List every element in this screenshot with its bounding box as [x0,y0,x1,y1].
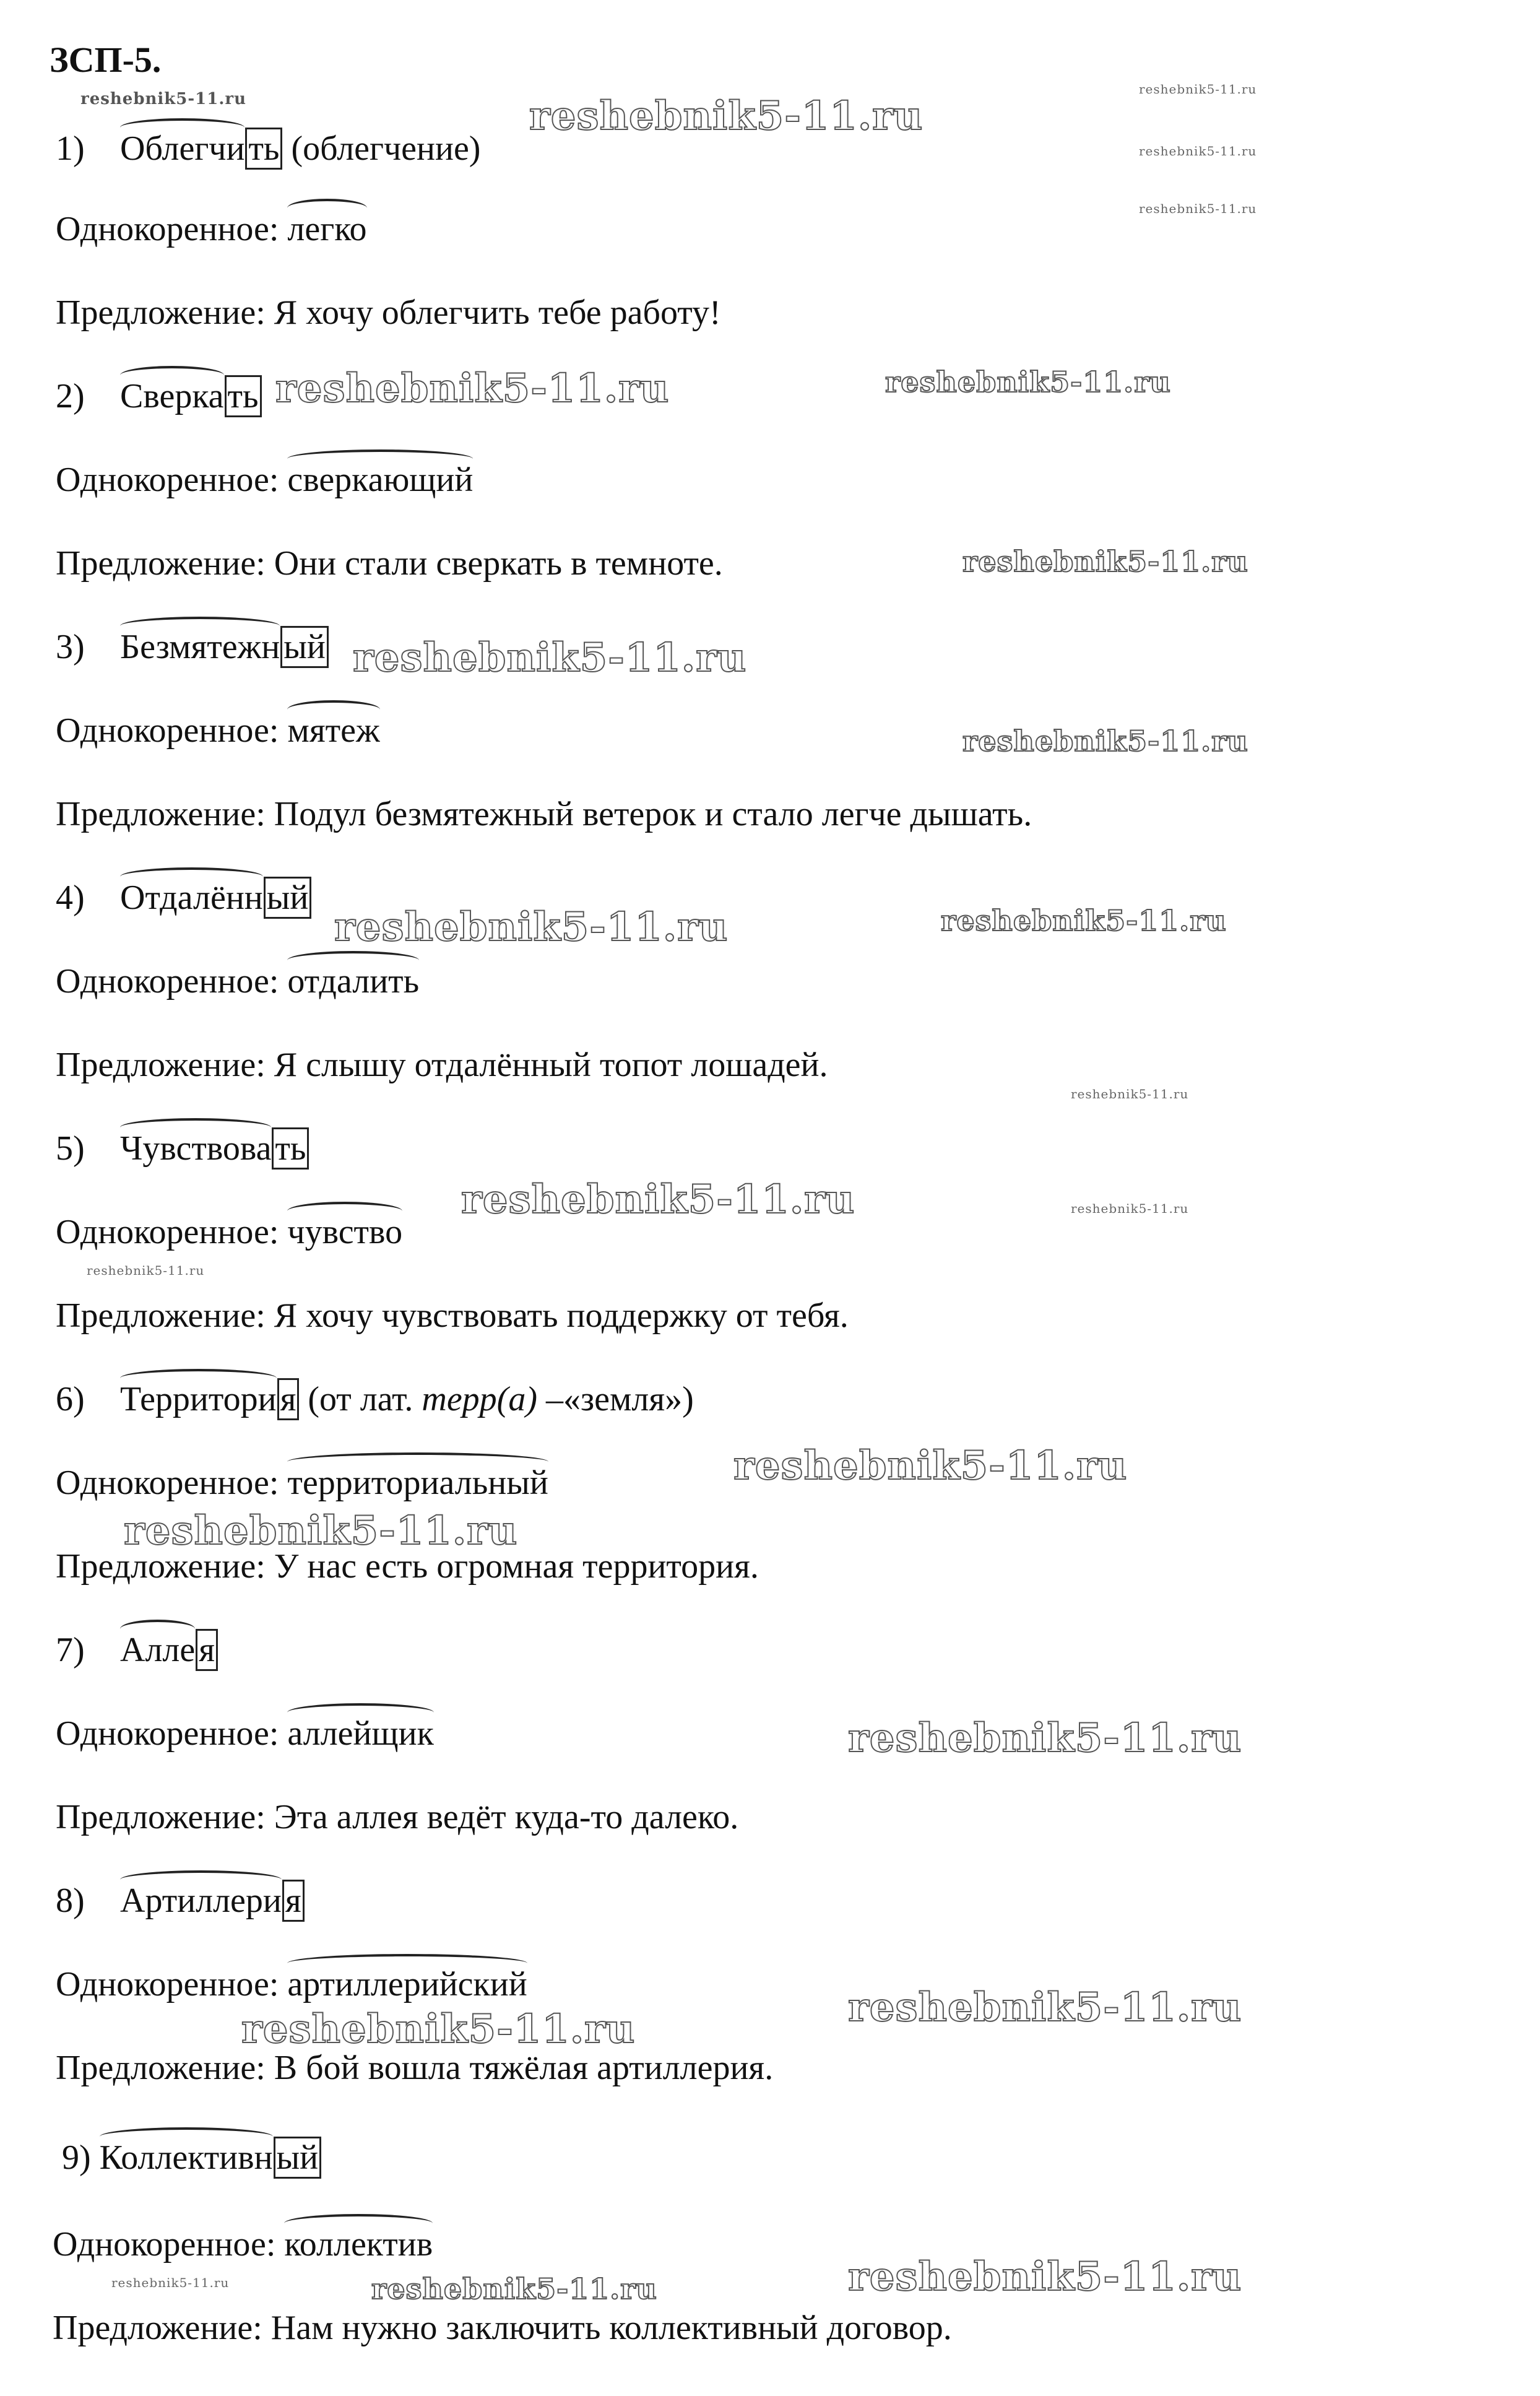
sentence-text: В бой вошла тяжёлая артиллерия. [274,2049,774,2087]
watermark: reshebnik5-11.ru [1139,201,1257,216]
root-arc [100,2127,273,2146]
cognate-word-wrap [287,458,473,501]
sentence-label: Предложение: [56,544,266,583]
watermark: reshebnik5-11.ru [275,365,670,412]
root-arc [287,1452,548,1471]
watermark: reshebnik5-11.ru [885,365,1171,399]
cognate-word-wrap [287,1210,402,1254]
watermark: reshebnik5-11.ru [733,1443,1128,1489]
watermark: reshebnik5-11.ru [124,1508,518,1554]
item-6-cognate-line [56,1461,548,1504]
cognate-label: Однокоренное: [56,1464,279,1502]
word-ending: ть [245,128,282,170]
root-arc [287,700,379,719]
watermark: reshebnik5-11.ru [941,904,1227,937]
watermark: reshebnik5-11.ru [962,724,1248,758]
item-3-word-line [56,625,329,669]
cognate-word: территориальный [287,1464,548,1502]
watermark: reshebnik5-11.ru [1071,1087,1189,1101]
page-title: ЗСП-5. [50,40,162,80]
item-8-word-line [56,1879,305,1922]
item-1-sentence-line [56,291,721,334]
cognate-label: Однокоренное: [56,711,279,750]
watermark: reshebnik5-11.ru [529,93,924,139]
item-9-sentence-line [53,2306,952,2350]
item-number: 1) [56,129,85,168]
item-7-cognate-line [56,1712,434,1755]
word-stem: Сверка [120,377,224,415]
word-stem: Отдалённ [120,879,263,917]
sentence-text: Я хочу чувствовать поддержку от тебя. [274,1296,849,1335]
item-3-cognate-line [56,709,380,752]
note-italic: терр(а) [422,1380,537,1418]
word-ending: я [277,1378,300,1420]
word-ending: ый [264,877,312,919]
sentence-label: Предложение: [56,1296,266,1335]
word-stem: Чувствова [120,1129,272,1168]
item-8-cognate-line [56,1963,527,2006]
sentence-text: Они стали сверкать в темноте. [274,544,723,583]
cognate-word: аллейщик [287,1714,434,1753]
watermark: reshebnik5-11.ru [353,635,747,681]
root-arc [120,867,263,886]
analyzed-word [120,1879,282,1922]
cognate-word: мятеж [287,711,380,750]
item-7-word-line [56,1628,218,1672]
analyzed-word [120,1378,277,1421]
word-ending: ть [225,375,262,417]
item-6-word-line [56,1378,694,1421]
item-3-sentence-line [56,792,1032,836]
item-2-cognate-line [56,458,473,501]
item-9-word-line [62,2136,321,2179]
analyzed-word [120,1628,195,1672]
sentence-label: Предложение: [53,2309,262,2347]
analyzed-word [120,127,244,170]
root-arc [120,1369,277,1387]
analyzed-word [100,2136,273,2179]
cognate-label: Однокоренное: [56,461,279,499]
watermark: reshebnik5-11.ru [87,1263,205,1278]
word-ending: ть [272,1127,309,1170]
sentence-text: Эта аллея ведёт куда-то далеко. [274,1798,739,1836]
cognate-label: Однокоренное: [56,1714,279,1753]
item-number: 6) [56,1380,85,1418]
watermark: reshebnik5-11.ru [80,90,247,108]
word-stem: Артиллери [120,1882,282,1920]
watermark: reshebnik5-11.ru [461,1176,855,1223]
cognate-word-wrap [287,207,366,251]
item-number: 4) [56,879,85,917]
note-suffix: –«земля») [537,1380,694,1418]
cognate-word: артиллерийский [287,1965,527,2003]
word-ending: ый [280,626,329,668]
word-stem: Алле [120,1631,196,1669]
sentence-label: Предложение: [56,293,266,332]
root-arc [287,1954,527,1973]
word-note [308,1380,693,1418]
root-arc [287,1703,433,1722]
cognate-word: коллектив [284,2225,433,2264]
cognate-word-wrap [287,1712,433,1755]
watermark: reshebnik5-11.ru [962,545,1248,578]
watermark: reshebnik5-11.ru [1139,82,1257,97]
cognate-word-wrap [287,960,419,1003]
word-note: (облегчение) [291,129,481,168]
cognate-word-wrap [287,1963,527,2006]
analyzed-word [120,375,224,418]
word-ending: ый [274,2137,322,2179]
item-1-word-line [56,127,480,170]
sentence-text: Нам нужно заключить коллективный договор. [270,2309,952,2347]
root-arc [287,199,366,217]
item-5-sentence-line [56,1294,849,1337]
word-stem: Безмятежн [120,628,280,666]
root-arc [284,2214,433,2233]
word-ending: я [196,1629,218,1671]
word-stem: Облегчи [120,129,245,168]
item-8-sentence-line [56,2046,773,2090]
sentence-text: Я хочу облегчить тебе работу! [274,293,721,332]
root-arc [120,617,280,635]
watermark: reshebnik5-11.ru [848,1715,1242,1761]
cognate-word-wrap [284,2223,433,2266]
item-2-word-line [56,375,262,418]
root-arc [120,1620,195,1638]
item-5-cognate-line [56,1210,402,1254]
word-ending: я [282,1880,305,1922]
item-4-sentence-line [56,1043,828,1087]
cognate-word: сверкающий [287,461,474,499]
item-number: 8) [56,1882,85,1920]
sentence-text: У нас есть огромная территория. [274,1547,759,1586]
item-2-sentence-line [56,542,723,585]
watermark: reshebnik5-11.ru [848,1984,1242,2031]
watermark: reshebnik5-11.ru [111,2275,230,2290]
item-number: 9) [62,2138,91,2177]
cognate-word-wrap [287,709,379,752]
item-1-cognate-line [56,207,367,251]
watermark: reshebnik5-11.ru [241,2006,636,2052]
sentence-label: Предложение: [56,1046,266,1084]
root-arc [120,366,224,384]
item-number: 3) [56,628,85,666]
analyzed-word [120,1127,271,1170]
root-arc [287,449,473,468]
word-stem: Коллективн [99,2138,273,2177]
root-arc [120,1870,282,1889]
cognate-label: Однокоренное: [56,1965,279,2003]
item-7-sentence-line [56,1795,738,1839]
cognate-label: Однокоренное: [56,210,279,248]
watermark: reshebnik5-11.ru [1139,144,1257,158]
item-number: 7) [56,1631,85,1669]
cognate-label: Однокоренное: [56,962,279,1001]
analyzed-word [120,625,280,669]
sentence-label: Предложение: [56,795,266,833]
sentence-label: Предложение: [56,2049,266,2087]
cognate-label: Однокоренное: [53,2225,276,2264]
watermark: reshebnik5-11.ru [334,904,729,950]
cognate-label: Однокоренное: [56,1213,279,1251]
item-number: 5) [56,1129,85,1168]
note-prefix: (от лат. [308,1380,422,1418]
root-arc [120,118,244,137]
cognate-word: отдалить [287,962,420,1001]
root-arc [287,951,419,970]
sentence-text: Подул безмятежный ветерок и стало легче дышать. [274,795,1032,833]
word-stem: Территори [120,1380,277,1418]
sentence-text: Я слышу отдалённый топот лошадей. [274,1046,828,1084]
item-number: 2) [56,377,85,415]
sentence-label: Предложение: [56,1798,266,1836]
cognate-word: чувство [287,1213,403,1251]
item-4-word-line [56,876,311,919]
root-arc [120,1118,271,1137]
analyzed-word [120,876,263,919]
cognate-word-wrap [287,1461,548,1504]
sentence-label: Предложение: [56,1547,266,1586]
watermark: reshebnik5-11.ru [371,2272,657,2306]
watermark: reshebnik5-11.ru [848,2254,1242,2300]
item-5-word-line [56,1127,309,1170]
item-4-cognate-line [56,960,419,1003]
watermark: reshebnik5-11.ru [1071,1201,1189,1216]
item-9-cognate-line [53,2223,433,2266]
cognate-word: легко [287,210,367,248]
root-arc [287,1202,402,1220]
